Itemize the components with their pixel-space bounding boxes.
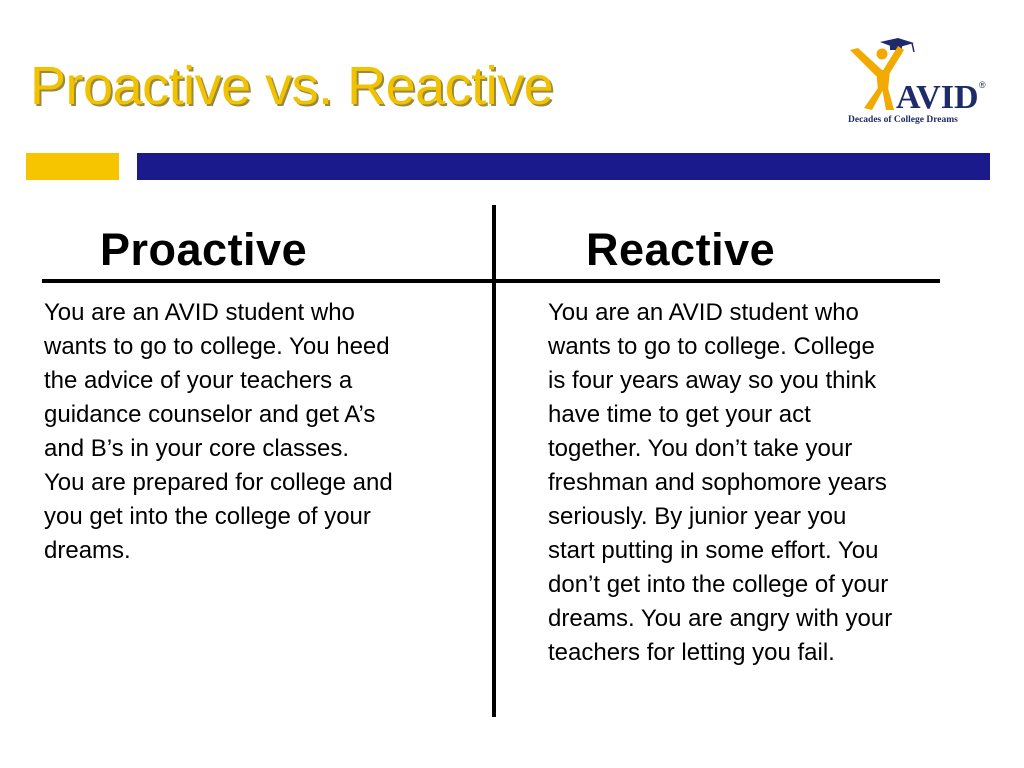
horizontal-divider [42, 279, 940, 283]
logo-tagline: Decades of College Dreams [848, 115, 958, 125]
slide-title: Proactive vs. Reactive [30, 56, 554, 116]
accent-bar-navy [137, 153, 990, 180]
logo-brand: AVID [896, 79, 979, 116]
proactive-heading: Proactive [100, 224, 308, 275]
avid-logo [838, 36, 998, 128]
registered-mark: ® [979, 80, 986, 90]
graduate-figure-icon [838, 36, 998, 128]
reactive-text: You are an AVID student who wants to go to college. College is four years away so you think have time to get your act together. You don’t take your freshman and sophomore years seriously. By junior year you start putting in some effort. You don’t get into the college of your dreams. You are angry with your teachers for letting you fail. [548, 299, 893, 666]
accent-bar-yellow [26, 153, 119, 180]
vertical-divider [492, 205, 496, 717]
proactive-text: You are an AVID student who wants to go to college. You heed the advice of your teachers a guidance counselor and get A’s and B’s in your core classes. You are prepared for college and you get into the college of your dreams. [44, 299, 393, 564]
reactive-heading: Reactive [586, 224, 776, 275]
